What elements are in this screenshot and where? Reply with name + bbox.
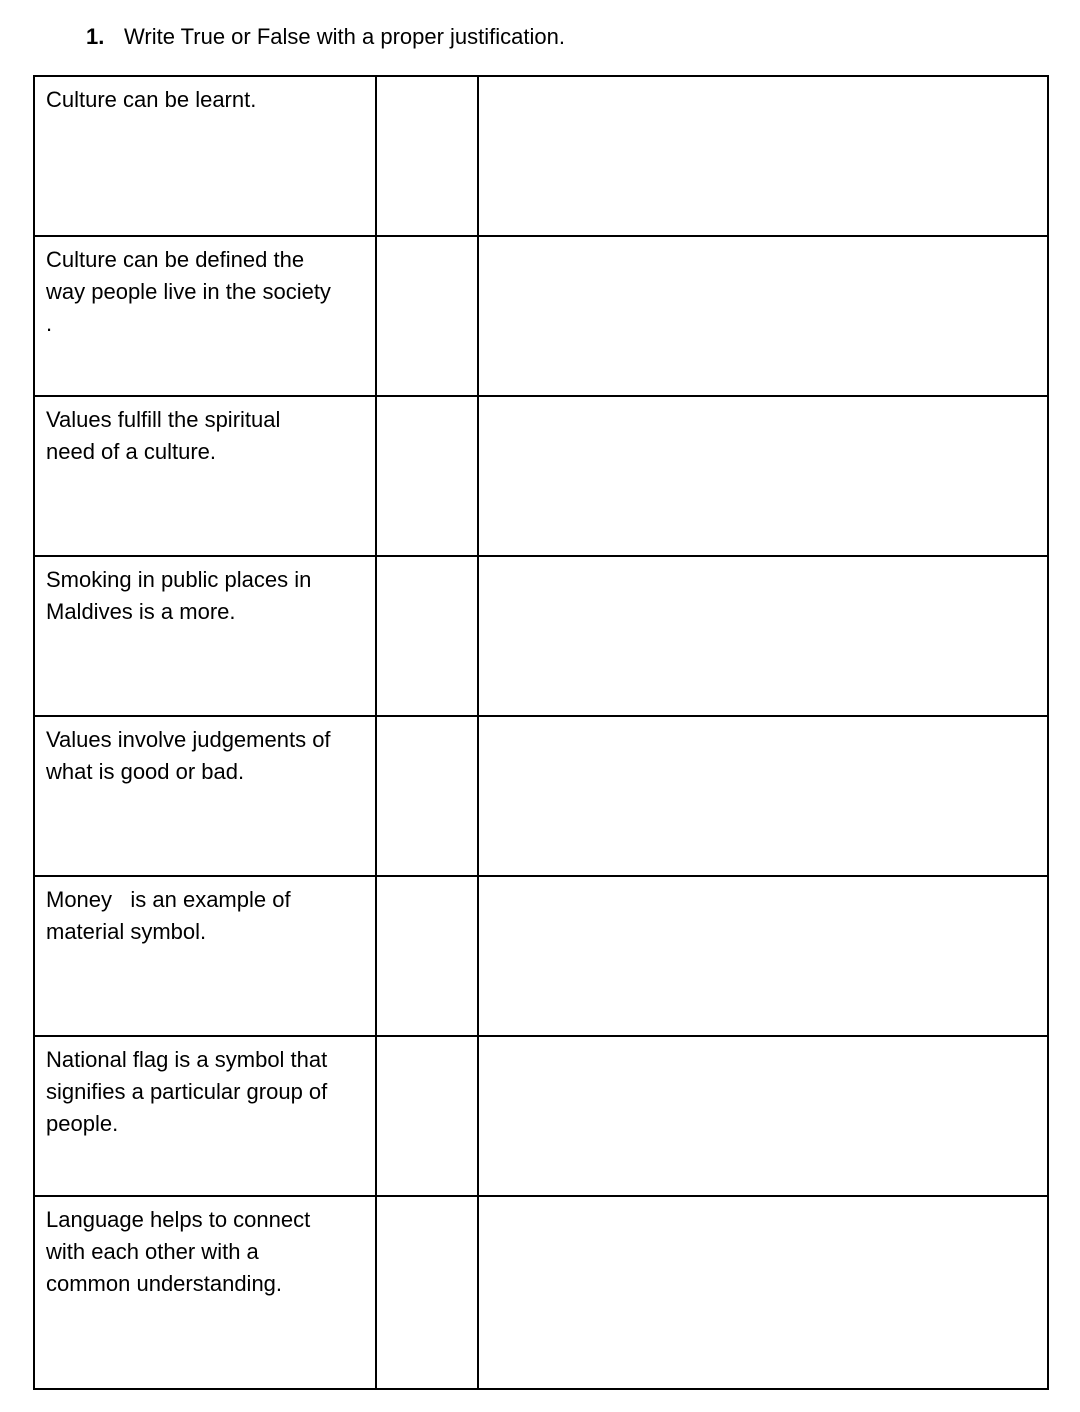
table-row xyxy=(34,236,1048,396)
true-false-answer-cell[interactable] xyxy=(376,236,478,396)
question-number: 1. xyxy=(86,24,105,49)
statement-cell xyxy=(34,1036,376,1196)
true-false-answer-cell[interactable] xyxy=(376,556,478,716)
statement-text: National flag is a symbol that signifies a particular group of people. xyxy=(46,1047,328,1136)
justification-answer-cell[interactable] xyxy=(478,556,1048,716)
justification-answer-cell[interactable] xyxy=(478,1196,1048,1389)
true-false-answer-cell[interactable] xyxy=(376,396,478,556)
table-row xyxy=(34,556,1048,716)
justification-answer-cell[interactable] xyxy=(478,76,1048,236)
statement-cell xyxy=(34,556,376,716)
true-false-answer-cell[interactable] xyxy=(376,716,478,876)
statement-text: Language helps to connect with each other with a common understanding. xyxy=(46,1207,311,1296)
statement-cell xyxy=(34,396,376,556)
justification-answer-cell[interactable] xyxy=(478,716,1048,876)
table-row xyxy=(34,76,1048,236)
statement-text: Values involve judgements of what is good or bad. xyxy=(46,727,331,784)
table-row xyxy=(34,1196,1048,1389)
table-row xyxy=(34,876,1048,1036)
justification-answer-cell[interactable] xyxy=(478,396,1048,556)
statement-cell xyxy=(34,876,376,1036)
table-row xyxy=(34,1036,1048,1196)
true-false-answer-cell[interactable] xyxy=(376,76,478,236)
true-false-answer-cell[interactable] xyxy=(376,1036,478,1196)
justification-answer-cell[interactable] xyxy=(478,876,1048,1036)
question-instruction: Write True or False with a proper justification. xyxy=(124,24,565,49)
statement-cell xyxy=(34,1196,376,1389)
true-false-answer-cell[interactable] xyxy=(376,1196,478,1389)
statement-text: Values fulfill the spiritual need of a culture. xyxy=(46,407,281,464)
justification-answer-cell[interactable] xyxy=(478,236,1048,396)
question-heading xyxy=(86,22,565,52)
statement-text: Money is an example of material symbol. xyxy=(46,887,291,944)
true-false-table xyxy=(33,75,1049,1390)
statement-cell xyxy=(34,716,376,876)
justification-answer-cell[interactable] xyxy=(478,1036,1048,1196)
table-row xyxy=(34,396,1048,556)
statement-cell xyxy=(34,236,376,396)
table-row xyxy=(34,716,1048,876)
statement-text: Culture can be learnt. xyxy=(46,87,257,112)
true-false-answer-cell[interactable] xyxy=(376,876,478,1036)
statement-text: Smoking in public places in Maldives is a more. xyxy=(46,567,312,624)
statement-text: Culture can be defined the way people live in the society . xyxy=(46,247,331,336)
statement-cell xyxy=(34,76,376,236)
